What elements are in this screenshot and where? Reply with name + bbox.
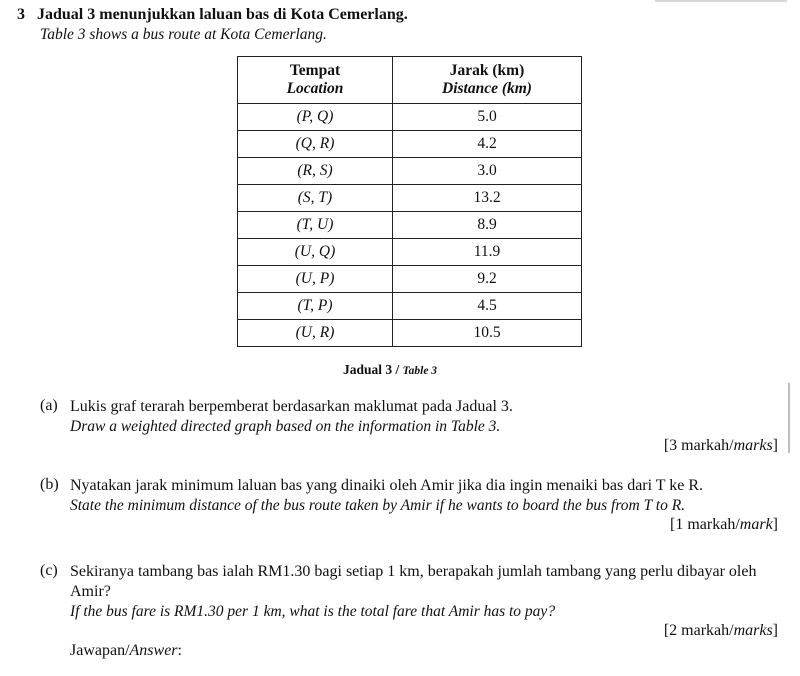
part-c-label: (c) <box>40 562 58 579</box>
answer-label-en: Answer <box>129 642 178 659</box>
part-b-marks-ms: [1 markah/ <box>670 516 740 533</box>
location-cell: (R, S) <box>238 158 393 185</box>
question-stem-ms: Jadual 3 menunjukkan laluan bas di Kota Cemerlang. <box>37 6 408 23</box>
question-stem <box>17 6 408 24</box>
answer-label-ms: Jawapan/ <box>70 642 130 659</box>
table-row <box>238 239 582 266</box>
part-b-text-en: State the minimum distance of the bus route taken by Amir if he wants to board the bus from T to R. <box>70 497 686 514</box>
table-caption-ms: Jadual 3 / <box>343 362 403 377</box>
part-b-marks <box>670 516 778 534</box>
part-c-marks-close: ] <box>772 622 778 639</box>
top-edge-line <box>655 0 787 2</box>
location-cell: (U, Q) <box>238 239 393 266</box>
distance-header-en: Distance (km) <box>442 80 532 97</box>
distance-cell: 5.0 <box>393 104 582 131</box>
part-b-text-ms: Nyatakan jarak minimum laluan bas yang dinaiki oleh Amir jika dia ingin menaiki bas dari T ke R. <box>70 477 704 494</box>
part-b-label: (b) <box>40 476 59 493</box>
distance-cell: 3.0 <box>393 158 582 185</box>
part-c-marks-ms: [2 markah/ <box>663 622 734 639</box>
part-a-marks <box>664 437 778 455</box>
distance-header <box>393 57 582 104</box>
bus-route-table <box>237 56 582 347</box>
part-a-label: (a) <box>40 397 58 414</box>
table-caption-en: Table 3 <box>402 365 438 377</box>
table-header-row <box>238 57 582 104</box>
part-c-text-en: If the bus fare is RM1.30 per 1 km, what is the total fare that Amir has to pay? <box>70 603 556 620</box>
distance-header-ms: Jarak (km) <box>449 62 525 79</box>
part-a-text-en: Draw a weighted directed graph based on the information in Table 3. <box>70 418 501 435</box>
answer-label <box>70 642 182 660</box>
location-header-en: Location <box>286 80 344 97</box>
part-a-marks-ms: [3 markah/ <box>663 437 734 454</box>
location-cell: (U, P) <box>238 266 393 293</box>
part-a-text-ms: Lukis graf terarah berpemberat berdasarkan maklumat pada Jadual 3. <box>70 398 513 415</box>
distance-cell: 9.2 <box>393 266 582 293</box>
answer-colon: : <box>177 642 182 659</box>
location-cell: (U, R) <box>238 320 393 347</box>
table-row <box>238 104 582 131</box>
distance-cell: 4.5 <box>393 293 582 320</box>
part-c-marks-en: marks <box>733 622 773 639</box>
table-caption <box>343 362 437 378</box>
distance-cell: 4.2 <box>393 131 582 158</box>
distance-cell: 11.9 <box>393 239 582 266</box>
table-row <box>238 293 582 320</box>
table-row <box>238 320 582 347</box>
part-a-marks-close: ] <box>772 437 778 454</box>
distance-cell: 13.2 <box>393 185 582 212</box>
location-header <box>238 57 393 104</box>
right-edge-line <box>788 383 790 453</box>
location-header-ms: Tempat <box>289 62 341 79</box>
table-row <box>238 158 582 185</box>
part-a-marks-en: marks <box>733 437 773 454</box>
location-cell: (Q, R) <box>238 131 393 158</box>
distance-cell: 8.9 <box>393 212 582 239</box>
table-row <box>238 185 582 212</box>
part-b-marks-close: ] <box>772 516 778 533</box>
part-b-marks-en: mark <box>739 516 773 533</box>
table-row <box>238 131 582 158</box>
question-stem-en: Table 3 shows a bus route at Kota Cemerlang. <box>40 26 327 43</box>
location-cell: (T, P) <box>238 293 393 320</box>
table-row <box>238 212 582 239</box>
distance-cell: 10.5 <box>393 320 582 347</box>
location-cell: (S, T) <box>238 185 393 212</box>
part-c-text-ms: Sekiranya tambang bas ialah RM1.30 bagi setiap 1 km, berapakah jumlah tambang yang perlu dibayar oleh Amir? <box>70 563 757 600</box>
table-row <box>238 266 582 293</box>
location-cell: (T, U) <box>238 212 393 239</box>
part-c-marks <box>664 622 778 640</box>
location-cell: (P, Q) <box>238 104 393 131</box>
question-number: 3 <box>17 6 25 23</box>
